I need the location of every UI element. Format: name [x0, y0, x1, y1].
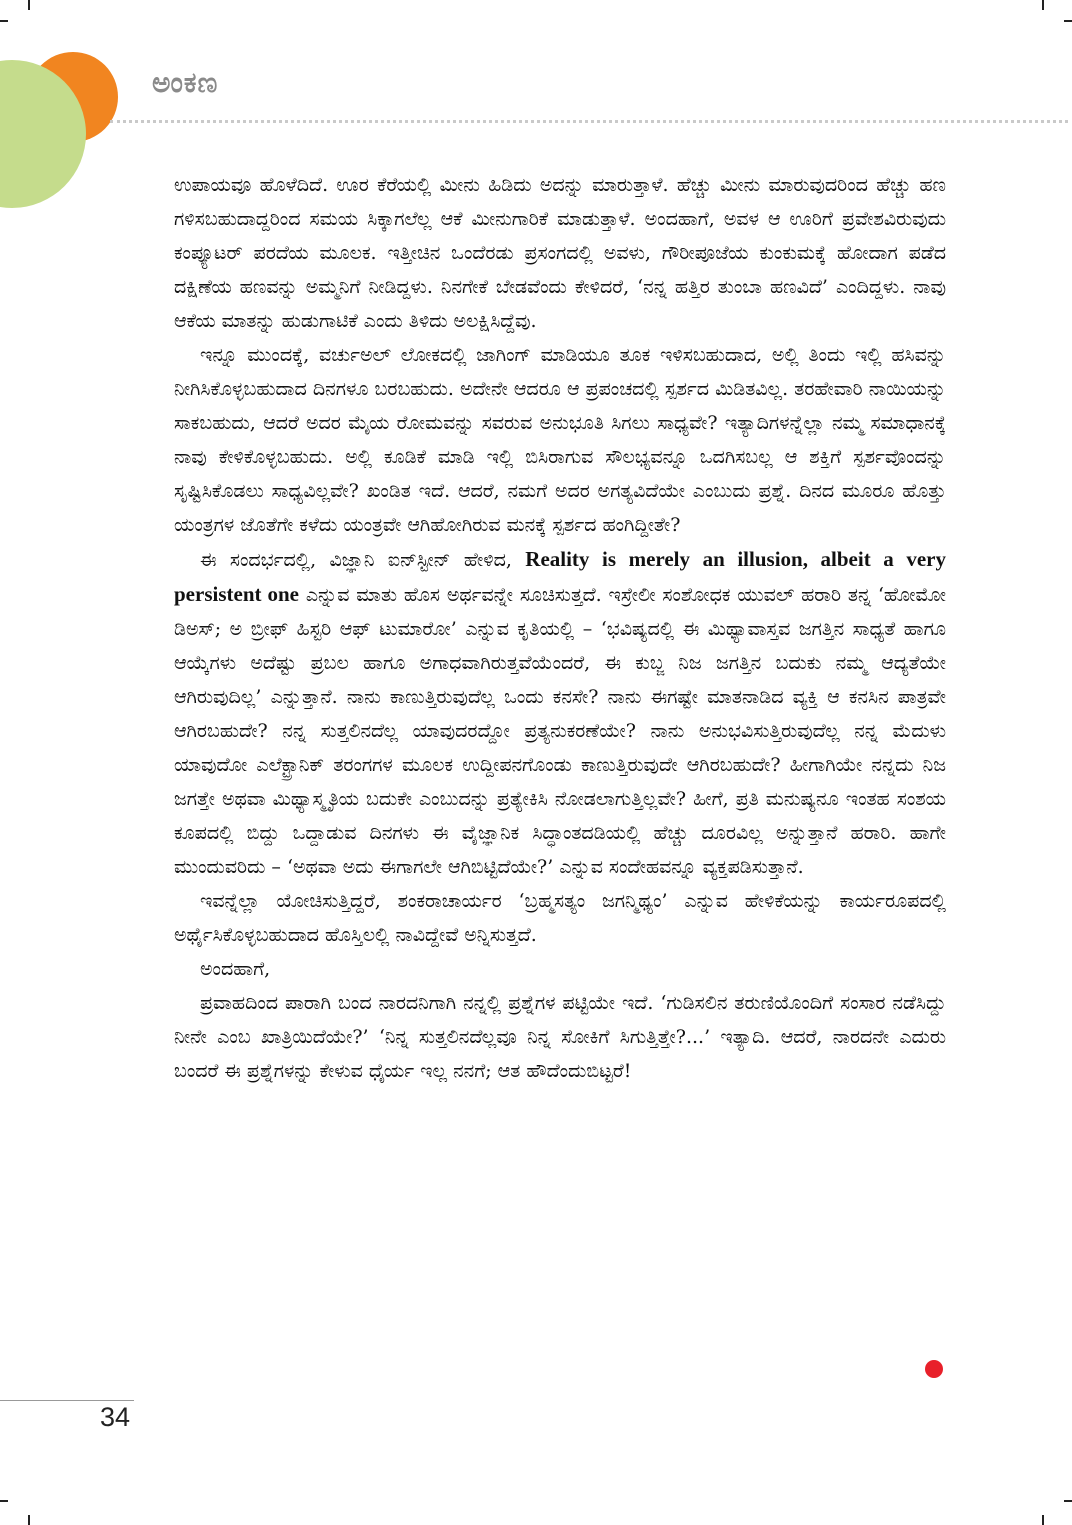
crop-mark-bottom-left [28, 1515, 30, 1525]
section-title: ಅಂಕಣ [152, 66, 219, 99]
quote-paragraph [174, 542, 946, 884]
paragraph: ಉಪಾಯವೂ ಹೊಳೆದಿದೆ. ಊರ ಕೆರೆಯಲ್ಲಿ ಮೀನು ಹಿಡಿದು ಅದನ್ನು ಮಾರುತ್ತಾಳೆ. ಹೆಚ್ಚು ಮೀನು ಮಾರುವುದರಿಂದ ಹೆಚ್ಚು ಹಣ ಗಳಿಸಬಹುದಾದ್ದರಿಂದ ಸಮಯ ಸಿಕ್ಕಾಗಲೆಲ್ಲ ಆಕೆ ಮೀನುಗಾರಿಕೆ ಮಾಡುತ್ತಾಳೆ. ಅಂದಹಾಗೆ, ಅವಳ ಆ ಊರಿಗೆ ಪ್ರವೇಶವಿರುವುದು ಕಂಪ್ಯೂಟರ್ ಪರದೆಯ ಮೂಲಕ. ಇತ್ತೀಚಿನ ಒಂದೆರಡು ಪ್ರಸಂಗದಲ್ಲಿ ಅವಳು, ಗೌರೀಪೂಜೆಯ ಕುಂಕುಮಕ್ಕೆ ಹೋದಾಗ ಪಡೆದ ದಕ್ಷಿಣೆಯ ಹಣವನ್ನು ಅಮ್ಮನಿಗೆ ನೀಡಿದ್ದಳು. ನಿನಗೇಕೆ ಬೇಡವೆಂದು ಕೇಳಿದರೆ, ‘ನನ್ನ ಹತ್ತಿರ ತುಂಬಾ ಹಣವಿದೆ’ ಎಂದಿದ್ದಳು. ನಾವು ಆಕೆಯ ಮಾತನ್ನು ಹುಡುಗಾಟಿಕೆ ಎಂದು ತಿಳಿದು ಅಲಕ್ಷಿಸಿದ್ದೆವು. [174, 174, 946, 332]
paragraph: ಇವನ್ನೆಲ್ಲಾ ಯೋಚಿಸುತ್ತಿದ್ದರೆ, ಶಂಕರಾಚಾರ್ಯರ ‘ಬ್ರಹ್ಮಸತ್ಯಂ ಜಗನ್ಮಿಥ್ಯಂ’ ಎನ್ನುವ ಹೇಳಿಕೆಯನ್ನು ಕಾರ್ಯರೂಪದಲ್ಲಿ ಅರ್ಥೈಸಿಕೊಳ್ಳಬಹುದಾದ ಹೊಸ್ತಿಲಲ್ಲಿ ನಾವಿದ್ದೇವೆ ಅನ್ನಿಸುತ್ತದೆ. [174, 890, 946, 946]
quote-lead-text: ಈ ಸಂದರ್ಭದಲ್ಲಿ, ವಿಜ್ಞಾನಿ ಐನ್‌ಸ್ಟೀನ್ ಹೇಳಿದ, [200, 549, 526, 571]
header-dotted-divider [110, 120, 1068, 123]
page-number: 34 [100, 1402, 131, 1432]
footer-divider [0, 1400, 134, 1401]
crop-mark-right-lower [1064, 1500, 1072, 1502]
crop-mark-top-right [1042, 0, 1044, 10]
article-body [174, 168, 946, 1088]
quote-trailing-text: ಎನ್ನುವ ಮಾತು ಹೊಸ ಅರ್ಥವನ್ನೇ ಸೂಚಿಸುತ್ತದೆ. ಇಸ್ರೇಲೀ ಸಂಶೋಧಕ ಯುವಲ್ ಹರಾರಿ ತನ್ನ ‘ಹೋಮೋ ಡಿಅಸ್; ಅ ಬ್ರೀಫ್ ಹಿಸ್ಟರಿ ಆಫ್ ಟುಮಾರೋ’ ಎನ್ನುವ ಕೃತಿಯಲ್ಲಿ – ‘ಭವಿಷ್ಯದಲ್ಲಿ ಈ ಮಿಥ್ಯಾವಾಸ್ತವ ಜಗತ್ತಿನ ಸಾಧ್ಯತೆ ಹಾಗೂ ಆಯ್ಕೆಗಳು ಅದೆಷ್ಟು ಪ್ರಬಲ ಹಾಗೂ ಅಗಾಧವಾಗಿರುತ್ತವೆಯೆಂದರೆ, ಈ ಕುಬ್ಜ ನಿಜ ಜಗತ್ತಿನ ಬದುಕು ನಮ್ಮ ಆದ್ಯತೆಯೇ ಆಗಿರುವುದಿಲ್ಲ’ ಎನ್ನುತ್ತಾನೆ. ನಾನು ಕಾಣುತ್ತಿರುವುದೆಲ್ಲ ಒಂದು ಕನಸೇ? ನಾನು ಈಗಷ್ಟೇ ಮಾತನಾಡಿದ ವ್ಯಕ್ತಿ ಆ ಕನಸಿನ ಪಾತ್ರವೇ ಆಗಿರಬಹುದೇ? ನನ್ನ ಸುತ್ತಲಿನದೆಲ್ಲ ಯಾವುದರದ್ದೋ ಪ್ರತ್ಯನುಕರಣೆಯೇ? ನಾನು ಅನುಭವಿಸುತ್ತಿರುವುದೆಲ್ಲ ನನ್ನ ಮೆದುಳು ಯಾವುದೋ ಎಲೆಕ್ಟ್ರಾನಿಕ್ ತರಂಗಗಳ ಮೂಲಕ ಉದ್ದೀಪನಗೊಂಡು ಕಾಣುತ್ತಿರುವುದೇ ಆಗಿರಬಹುದೇ? ಹೀಗಾಗಿಯೇ ನನ್ನದು ನಿಜ ಜಗತ್ತೇ ಅಥವಾ ಮಿಥ್ಯಾಸ್ಮೃತಿಯ ಬದುಕೇ ಎಂಬುದನ್ನು ಪ್ರತ್ಯೇಕಿಸಿ ನೋಡಲಾಗುತ್ತಿಲ್ಲವೇ? ಹೀಗೆ, ಪ್ರತಿ ಮನುಷ್ಯನೂ ಇಂತಹ ಸಂಶಯ ಕೂಪದಲ್ಲಿ ಬಿದ್ದು ಒದ್ದಾಡುವ ದಿನಗಳು ಈ ವೈಜ್ಞಾನಿಕ ಸಿದ್ಧಾಂತದಡಿಯಲ್ಲಿ ಹೆಚ್ಚು ದೂರವಿಲ್ಲ ಅನ್ನುತ್ತಾನೆ ಹರಾರಿ. ಹಾಗೇ ಮುಂದುವರಿದು – ‘ಅಥವಾ ಅದು ಈಗಾಗಲೇ ಆಗಿಬಿಟ್ಟಿದೆಯೇ?’ ಎನ್ನುವ ಸಂದೇಹವನ್ನೂ ವ್ಯಕ್ತಪಡಿಸುತ್ತಾನೆ. [174, 584, 946, 878]
article-end-mark [925, 1360, 943, 1378]
paragraph: ಅಂದಹಾಗೆ, [200, 958, 271, 980]
paragraph: ಇನ್ನೂ ಮುಂದಕ್ಕೆ, ವರ್ಚುಅಲ್ ಲೋಕದಲ್ಲಿ ಜಾಗಿಂಗ್ ಮಾಡಿಯೂ ತೂಕ ಇಳಿಸಬಹುದಾದ, ಅಲ್ಲಿ ತಿಂದು ಇಲ್ಲಿ ಹಸಿವನ್ನು ನೀಗಿಸಿಕೊಳ್ಳಬಹುದಾದ ದಿನಗಳೂ ಬರಬಹುದು. ಅದೇನೇ ಆದರೂ ಆ ಪ್ರಪಂಚದಲ್ಲಿ ಸ್ಪರ್ಶದ ಮಿಡಿತವಿಲ್ಲ. ತರಹೇವಾರಿ ನಾಯಿಯನ್ನು ಸಾಕಬಹುದು, ಆದರೆ ಅದರ ಮೈಯ ರೋಮವನ್ನು ಸವರುವ ಅನುಭೂತಿ ಸಿಗಲು ಸಾಧ್ಯವೇ? ಇತ್ಯಾದಿಗಳನ್ನೆಲ್ಲಾ ನಮ್ಮ ಸಮಾಧಾನಕ್ಕೆ ನಾವು ಕೇಳಿಕೊಳ್ಳಬಹುದು. ಅಲ್ಲಿ ಕೂಡಿಕೆ ಮಾಡಿ ಇಲ್ಲಿ ಬಿಸಿರಾಗುವ ಸೌಲಭ್ಯವನ್ನೂ ಒದಗಿಸಬಲ್ಲ ಆ ಶಕ್ತಿಗೆ ಸ್ಪರ್ಶವೊಂದನ್ನು ಸೃಷ್ಟಿಸಿಕೊಡಲು ಸಾಧ್ಯವಿಲ್ಲವೇ? ಖಂಡಿತ ಇದೆ. ಆದರೆ, ನಮಗೆ ಅದರ ಅಗತ್ಯವಿದೆಯೇ ಎಂಬುದು ಪ್ರಶ್ನೆ. ದಿನದ ಮೂರೂ ಹೊತ್ತು ಯಂತ್ರಗಳ ಜೊತೆಗೇ ಕಳೆದು ಯಂತ್ರವೇ ಆಗಿಹೋಗಿರುವ ಮನಕ್ಕೆ ಸ್ಪರ್ಶದ ಹಂಗಿದ್ದೀತೇ? [174, 344, 946, 536]
crop-mark-right-upper [1064, 20, 1072, 22]
paragraph: ಪ್ರವಾಹದಿಂದ ಪಾರಾಗಿ ಬಂದ ನಾರದನಿಗಾಗಿ ನನ್ನಲ್ಲಿ ಪ್ರಶ್ನೆಗಳ ಪಟ್ಟಿಯೇ ಇದೆ. ‘ಗುಡಿಸಲಿನ ತರುಣಿಯೊಂದಿಗೆ ಸಂಸಾರ ನಡೆಸಿದ್ದು ನೀನೇ ಎಂಬ ಖಾತ್ರಿಯಿದೆಯೇ?’ ‘ನಿನ್ನ ಸುತ್ತಲಿನದೆಲ್ಲವೂ ನಿನ್ನ ಸೋಕಿಗೆ ಸಿಗುತ್ತಿತ್ತೇ?...’ ಇತ್ಯಾದಿ. ಆದರೆ, ನಾರದನೇ ಎದುರು ಬಂದರೆ ಈ ಪ್ರಶ್ನೆಗಳನ್ನು ಕೇಳುವ ಧೈರ್ಯ ಇಲ್ಲ ನನಗೆ; ಆತ ಹೌದೆಂದುಬಿಟ್ಟರೆ! [174, 992, 946, 1082]
crop-mark-left-upper [0, 20, 8, 22]
einstein-quote: Reality is merely an illusion, albeit a very persistent one [174, 547, 946, 606]
crop-mark-top-left [28, 0, 30, 10]
crop-mark-bottom-right [1042, 1515, 1044, 1525]
crop-mark-left-lower [0, 1500, 8, 1502]
